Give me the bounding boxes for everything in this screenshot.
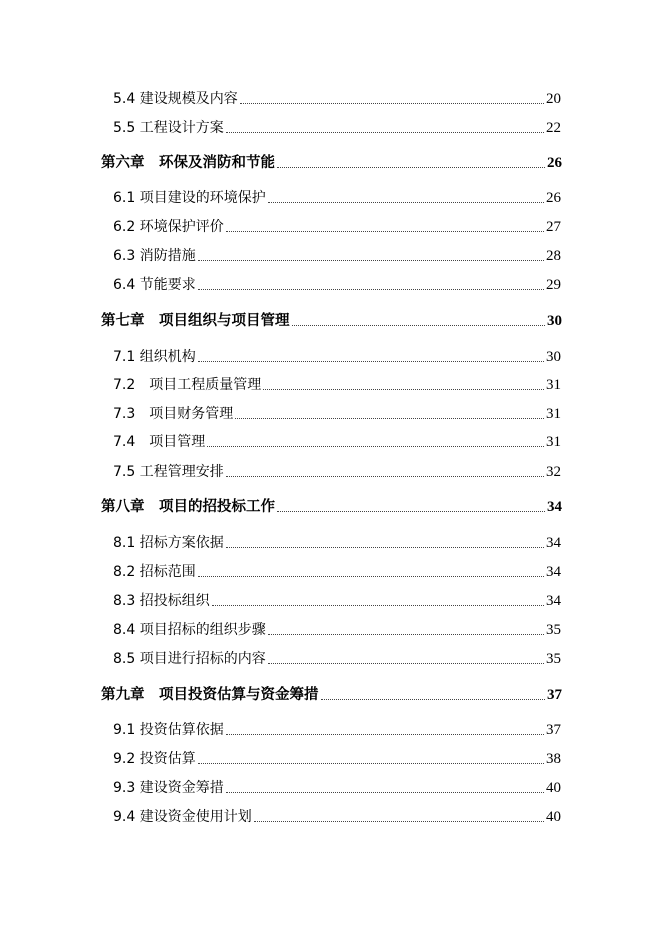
toc-entry-8-4[interactable] bbox=[113, 618, 561, 640]
dot-leader bbox=[277, 167, 545, 168]
dot-leader bbox=[292, 325, 546, 326]
dot-leader bbox=[226, 547, 544, 548]
toc-entry-page: 31 bbox=[546, 406, 561, 422]
toc-entry-label: 6.3 消防措施 bbox=[113, 248, 196, 264]
toc-entry-6-4[interactable] bbox=[113, 273, 561, 295]
toc-entry-6-3[interactable] bbox=[113, 244, 561, 266]
dot-leader bbox=[240, 103, 544, 104]
toc-entry-8-2[interactable] bbox=[113, 560, 561, 582]
toc-entry-page: 38 bbox=[546, 751, 561, 767]
dot-leader bbox=[321, 699, 546, 700]
toc-entry-5-4[interactable] bbox=[113, 87, 561, 109]
toc-chapter-page: 37 bbox=[547, 687, 562, 703]
toc-entry-8-5[interactable] bbox=[113, 647, 561, 669]
toc-entry-7-5[interactable] bbox=[113, 460, 561, 482]
dot-leader bbox=[198, 361, 544, 362]
toc-entry-page: 22 bbox=[546, 120, 561, 136]
toc-entry-label: 6.4 节能要求 bbox=[113, 277, 196, 293]
toc-chapter-page: 26 bbox=[547, 155, 562, 171]
dot-leader bbox=[254, 821, 544, 822]
toc-entry-page: 37 bbox=[546, 722, 561, 738]
toc-entry-7-2[interactable] bbox=[113, 373, 561, 395]
toc-chapter-page: 30 bbox=[547, 313, 562, 329]
dot-leader bbox=[212, 605, 544, 606]
toc-entry-9-3[interactable] bbox=[113, 776, 561, 798]
toc-entry-7-3[interactable] bbox=[113, 402, 561, 424]
toc-entry-page: 40 bbox=[546, 809, 561, 825]
dot-leader bbox=[226, 792, 544, 793]
dot-leader bbox=[263, 389, 544, 390]
toc-entry-label: 7.4 项目管理 bbox=[113, 434, 206, 450]
dot-leader bbox=[268, 202, 544, 203]
toc-chapter-label: 第九章 项目投资估算与资金筹措 bbox=[101, 687, 319, 703]
toc-entry-6-2[interactable] bbox=[113, 215, 561, 237]
toc-chapter-6[interactable] bbox=[101, 151, 562, 173]
toc-entry-page: 34 bbox=[546, 535, 561, 551]
toc-chapter-label: 第八章 项目的招投标工作 bbox=[101, 499, 275, 515]
toc-entry-label: 9.1 投资估算依据 bbox=[113, 722, 224, 738]
toc-entry-label: 9.3 建设资金筹措 bbox=[113, 780, 224, 796]
dot-leader bbox=[268, 663, 544, 664]
dot-leader bbox=[268, 634, 544, 635]
dot-leader bbox=[198, 260, 544, 261]
toc-entry-page: 28 bbox=[546, 248, 561, 264]
toc-entry-page: 26 bbox=[546, 190, 561, 206]
toc-entry-7-4[interactable] bbox=[113, 430, 561, 452]
toc-entry-page: 29 bbox=[546, 277, 561, 293]
toc-chapter-label: 第六章 环保及消防和节能 bbox=[101, 155, 275, 171]
toc-entry-page: 35 bbox=[546, 622, 561, 638]
toc-chapter-label: 第七章 项目组织与项目管理 bbox=[101, 313, 290, 329]
dot-leader bbox=[277, 511, 545, 512]
toc-chapter-page: 34 bbox=[547, 499, 562, 515]
toc-entry-label: 5.4 建设规模及内容 bbox=[113, 91, 238, 107]
toc-entry-9-2[interactable] bbox=[113, 747, 561, 769]
toc-entry-page: 30 bbox=[546, 349, 561, 365]
toc-chapter-7[interactable] bbox=[101, 309, 562, 331]
toc-entry-label: 9.4 建设资金使用计划 bbox=[113, 809, 252, 825]
dot-leader bbox=[226, 476, 544, 477]
toc-entry-label: 5.5 工程设计方案 bbox=[113, 120, 224, 136]
toc-entry-label: 8.4 项目招标的组织步骤 bbox=[113, 622, 266, 638]
toc-chapter-9[interactable] bbox=[101, 683, 562, 705]
toc-entry-label: 8.3 招投标组织 bbox=[113, 593, 210, 609]
toc-entry-page: 34 bbox=[546, 593, 561, 609]
toc-entry-page: 20 bbox=[546, 91, 561, 107]
dot-leader bbox=[226, 734, 544, 735]
dot-leader bbox=[226, 231, 544, 232]
dot-leader bbox=[235, 418, 544, 419]
dot-leader bbox=[207, 446, 544, 447]
toc-entry-9-4[interactable] bbox=[113, 805, 561, 827]
toc-entry-label: 7.1 组织机构 bbox=[113, 349, 196, 365]
toc-entry-label: 6.1 项目建设的环境保护 bbox=[113, 190, 266, 206]
toc-entry-label: 8.2 招标范围 bbox=[113, 564, 196, 580]
toc-entry-6-1[interactable] bbox=[113, 186, 561, 208]
dot-leader bbox=[226, 132, 544, 133]
toc-entry-page: 27 bbox=[546, 219, 561, 235]
toc-entry-label: 7.3 项目财务管理 bbox=[113, 406, 234, 422]
toc-chapter-8[interactable] bbox=[101, 495, 562, 517]
toc-entry-8-1[interactable] bbox=[113, 531, 561, 553]
toc-entry-label: 7.5 工程管理安排 bbox=[113, 464, 224, 480]
toc-entry-7-1[interactable] bbox=[113, 345, 561, 367]
dot-leader bbox=[198, 576, 544, 577]
dot-leader bbox=[198, 763, 544, 764]
toc-entry-label: 9.2 投资估算 bbox=[113, 751, 196, 767]
toc-entry-page: 40 bbox=[546, 780, 561, 796]
toc-entry-label: 7.2 项目工程质量管理 bbox=[113, 377, 262, 393]
toc-entry-page: 32 bbox=[546, 464, 561, 480]
toc-entry-9-1[interactable] bbox=[113, 718, 561, 740]
toc-entry-page: 34 bbox=[546, 564, 561, 580]
toc-entry-label: 8.5 项目进行招标的内容 bbox=[113, 651, 266, 667]
toc-entry-label: 8.1 招标方案依据 bbox=[113, 535, 224, 551]
toc-entry-8-3[interactable] bbox=[113, 589, 561, 611]
toc-entry-5-5[interactable] bbox=[113, 116, 561, 138]
dot-leader bbox=[198, 289, 544, 290]
toc-entry-page: 35 bbox=[546, 651, 561, 667]
toc-entry-page: 31 bbox=[546, 434, 561, 450]
toc-entry-label: 6.2 环境保护评价 bbox=[113, 219, 224, 235]
toc-entry-page: 31 bbox=[546, 377, 561, 393]
